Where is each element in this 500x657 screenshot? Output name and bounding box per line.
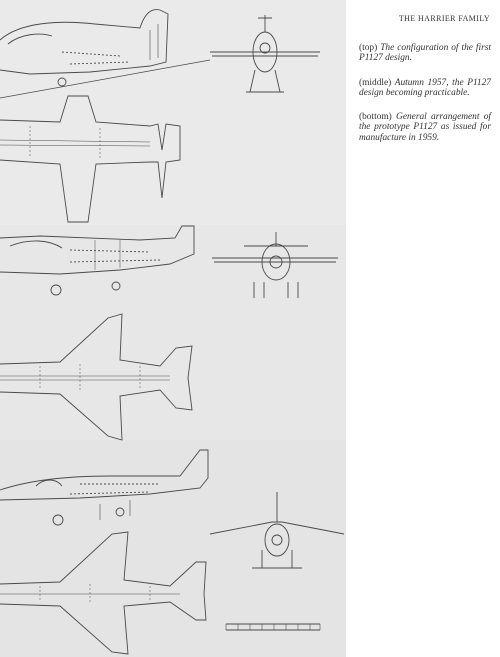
scale-bar — [226, 624, 320, 630]
1957-design-plan-view — [0, 314, 192, 440]
caption-bottom — [359, 112, 491, 143]
caption-tag: (top) — [359, 43, 378, 53]
running-head: THE HARRIER FAMILY — [398, 14, 490, 23]
first-design-front-view — [210, 15, 320, 92]
1957-design-front-view — [212, 232, 338, 298]
caption-column — [359, 43, 491, 157]
caption-text: Autumn 1957, the P1127 design becoming practicable. — [359, 77, 491, 98]
caption-text: General arrangement of the prototype P1127 as issued for manufacture in 1959. — [359, 112, 491, 143]
1957-design-side-view — [0, 226, 194, 295]
prototype-front-view — [210, 492, 344, 568]
first-design-side-view — [0, 10, 210, 98]
caption-tag: (middle) — [359, 77, 392, 88]
prototype-side-view — [0, 450, 208, 525]
first-design-plan-view — [0, 96, 180, 222]
prototype-plan-view — [0, 532, 206, 654]
caption-text: The configuration of the first P1127 design. — [359, 43, 491, 64]
caption-middle — [359, 78, 491, 99]
caption-top — [359, 43, 491, 64]
caption-tag: (bottom) — [359, 112, 392, 123]
